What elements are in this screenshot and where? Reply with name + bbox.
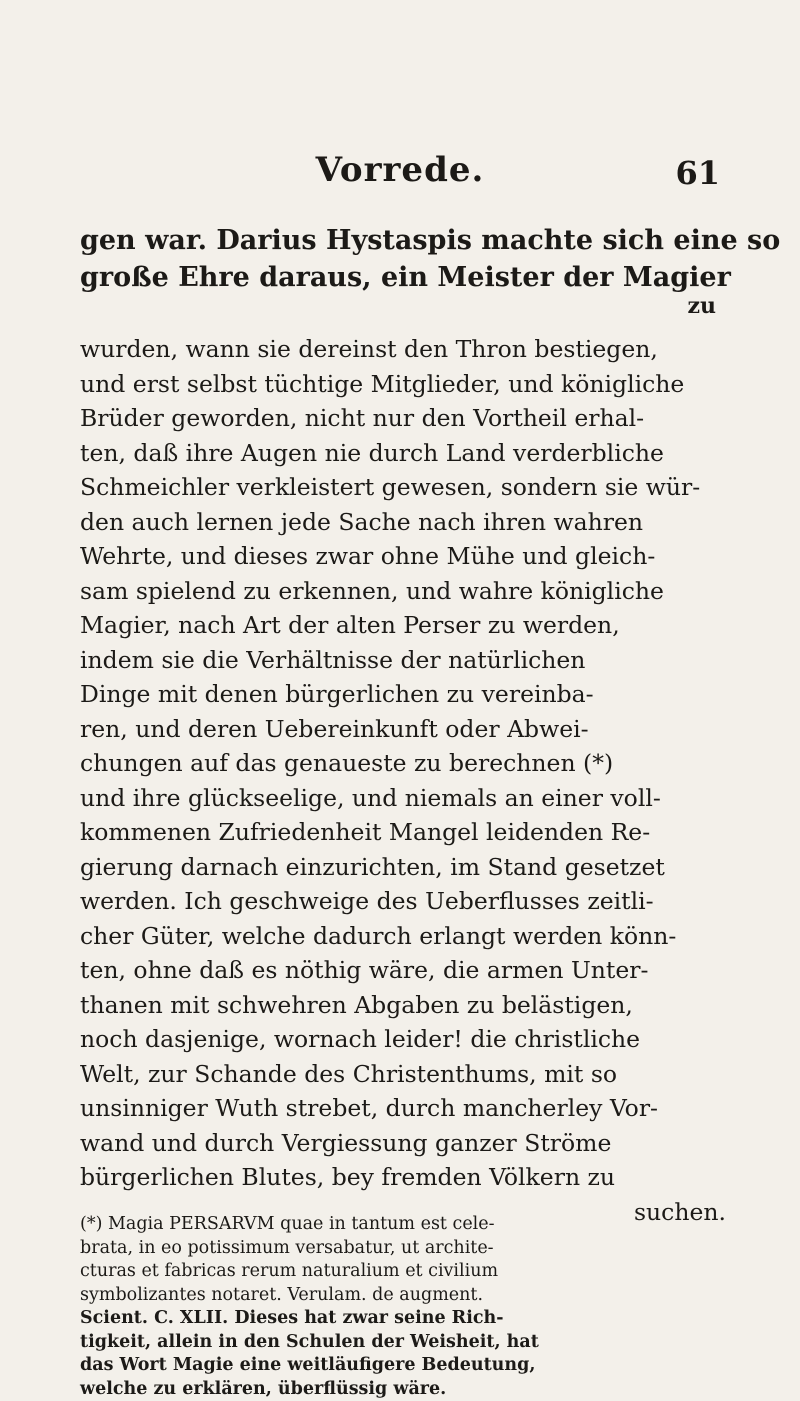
running-head (0, 150, 800, 210)
text-line: große Ehre daraus, ein Meister der Magier (80, 259, 740, 296)
text-line: kommenen Zufriedenheit Mangel leidenden Re- (80, 815, 740, 850)
text-line: indem sie die Verhältnisse der natürlichen (80, 643, 740, 678)
text-line: Wehrte, und dieses zwar ohne Mühe und gleich- (80, 539, 740, 574)
text-line: wurden, wann sie dereinst den Thron bestiegen, (80, 332, 740, 367)
text-line: unsinniger Wuth strebet, durch mancherley Vor- (80, 1091, 740, 1126)
text-line: und erst selbst tüchtige Mitglieder, und königliche (80, 367, 740, 402)
text-line: ten, daß ihre Augen nie durch Land verderbliche (80, 436, 740, 471)
footnote (80, 1213, 740, 1401)
text-line: Dinge mit denen bürgerlichen zu vereinba- (80, 677, 740, 712)
footnote-line: tigkeit, allein in den Schulen der Weisheit, hat (80, 1331, 740, 1355)
footnote-line: (*) Magia PERSARVM quae in tantum est cele- (80, 1213, 740, 1237)
footnote-line: brata, in eo potissimum versabatur, ut archite- (80, 1237, 740, 1261)
text-line: werden. Ich geschweige des Ueberflusses zeitli- (80, 884, 740, 919)
text-line: sam spielend zu erkennen, und wahre königliche (80, 574, 740, 609)
text-line: suchen. (80, 1195, 740, 1230)
footnote-line: cturas et fabricas rerum naturalium et civilium (80, 1260, 740, 1284)
text-line: thanen mit schwehren Abgaben zu belästigen, (80, 988, 740, 1023)
footnote-line: das Wort Magie eine weitläufigere Bedeutung, (80, 1354, 740, 1378)
text-line: und ihre glückseelige, und niemals an einer voll- (80, 781, 740, 816)
text-line: Brüder geworden, nicht nur den Vortheil erhal- (80, 401, 740, 436)
footnote-line: Scient. C. XLII. Dieses hat zwar seine Rich- (80, 1307, 740, 1331)
body-text (80, 332, 740, 1229)
lead-text (80, 222, 740, 296)
text-line: ten, ohne daß es nöthig wäre, die armen Unter- (80, 953, 740, 988)
text-line: cher Güter, welche dadurch erlangt werden könn- (80, 919, 740, 954)
footnote-line: symbolizantes notaret. Verulam. de augment. (80, 1284, 740, 1308)
footnote-line: welche zu erklären, überflüssig wäre. (80, 1378, 740, 1401)
text-line: chungen auf das genaueste zu berechnen (*) (80, 746, 740, 781)
text-line: gen war. Darius Hystaspis machte sich eine so (80, 222, 740, 259)
page-number: 61 (675, 154, 720, 192)
catchword: zu (688, 293, 717, 319)
text-line: ren, und deren Uebereinkunft oder Abwei- (80, 712, 740, 747)
text-line: noch dasjenige, wornach leider! die christliche (80, 1022, 740, 1057)
text-line: Welt, zur Schande des Christenthums, mit so (80, 1057, 740, 1092)
text-line: bürgerlichen Blutes, bey fremden Völkern zu (80, 1160, 740, 1195)
text-line: den auch lernen jede Sache nach ihren wahren (80, 505, 740, 540)
running-title: Vorrede. (0, 150, 800, 190)
text-line: Magier, nach Art der alten Perser zu werden, (80, 608, 740, 643)
text-line: wand und durch Vergiessung ganzer Ströme (80, 1126, 740, 1161)
text-line: gierung darnach einzurichten, im Stand gesetzet (80, 850, 740, 885)
text-line: Schmeichler verkleistert gewesen, sondern sie wür- (80, 470, 740, 505)
